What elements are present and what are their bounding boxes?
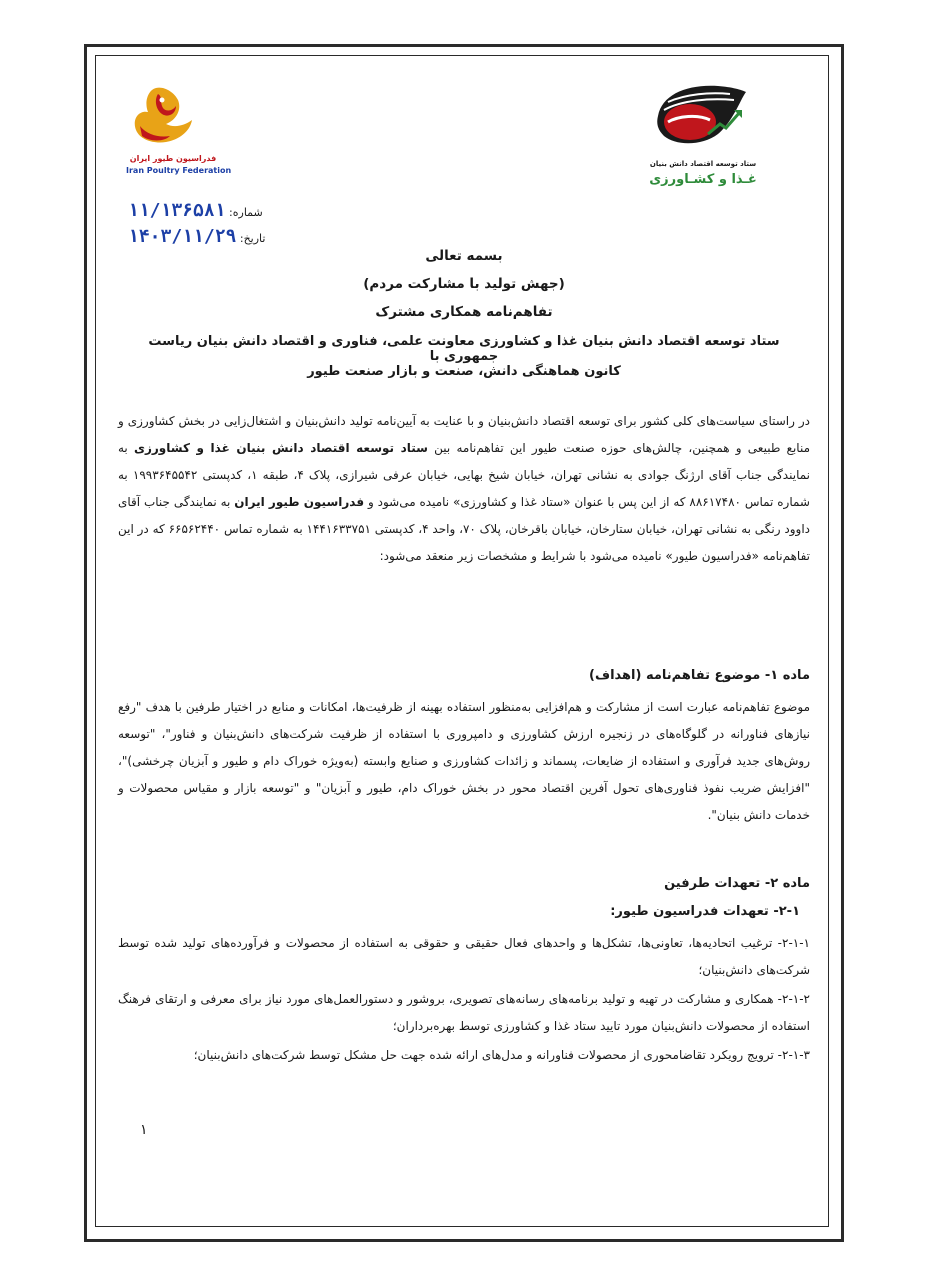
- intro-text-3: به نمایندگی جناب آقای داوود رنگی به نشانی تهران، خیابان ستارخان، خیابان باقرخان، پلاک ۷۰، واحد ۴، کدپستی ۱۴۴۱۶۳۳۷۵۱ به شماره تماس ۶۶۵۶۲۴۴۰ که در این تفاهم‌نامه «فدراسیون طیور» نامیده می‌شود با شرایط و مشخصات زیر منعقد می‌شود:: [118, 495, 810, 563]
- letter-number-row: [128, 200, 263, 221]
- right-logo-caption-big: غـذا و کشـاورزی: [649, 172, 757, 187]
- intro-party1-bold: ستاد توسعه اقتصاد دانش بنیان غذا و کشاورزی: [133, 441, 428, 455]
- date-label: تاریخ:: [239, 232, 266, 245]
- food-agriculture-headquarters-logo: [648, 76, 758, 196]
- leaf-seed-emblem-icon: [648, 76, 748, 154]
- article2-item-2: ۲-۱-۲- همکاری و مشارکت در تهیه و تولید برنامه‌های رسانه‌های تصویری، بروشور و دستورالعمل‌های مورد نیاز برای معرفی و ارتقای فرهنگ استفاده از محصولات دانش‌بنیان مورد تایید ستاد غذا و کشاورزی توسط بهره‌برداران؛: [118, 992, 810, 1033]
- left-logo-caption-fa: فدراسیون طیور ایران: [129, 154, 217, 163]
- intro-party2-bold: فدراسیون طیور ایران: [234, 495, 365, 509]
- intro-text-1: در راستای سیاست‌های کلی کشور برای توسعه اقتصاد دانش‌بنیان و با عنایت به آیین‌نامه تولید دانش‌بنیان و اشتغال‌زایی در بخش کشاورزی و منابع طبیعی و همچنین، چالش‌های حوزه صنعت طیور این تفاهم‌نامه بین: [118, 414, 810, 455]
- number-label: شماره:: [229, 206, 263, 219]
- intro-paragraph: [118, 408, 810, 570]
- rooster-emblem-icon: [118, 80, 228, 155]
- letter-date-row: [128, 226, 265, 247]
- left-logo-caption-en: Iran Poultry Federation: [126, 166, 232, 175]
- iran-poultry-federation-logo: [118, 80, 232, 180]
- document-type-title: تفاهم‌نامه همکاری مشترک: [375, 304, 553, 320]
- article2-item-1: ۲-۱-۱- ترغیب اتحادیه‌ها، تعاونی‌ها، تشکل‌ها و واحدهای فعال حقیقی و حقوقی به استفاده از محصولات و فرآورده‌های تولید شده توسط شرکت‌های دانش‌بنیان؛: [118, 936, 810, 977]
- article2-title: ماده ۲- تعهدات طرفین: [664, 876, 810, 891]
- article1-title: ماده ۱- موضوع تفاهم‌نامه (اهداف): [589, 668, 810, 683]
- right-logo-caption-small: ستاد توسعه اقتصاد دانش بنیان: [649, 160, 757, 168]
- basmala: بسمه تعالی: [425, 248, 503, 264]
- article2-subtitle: ۲-۱- تعهدات فدراسیون طیور:: [610, 904, 800, 919]
- slogan: (جهش تولید با مشارکت مردم): [363, 276, 565, 292]
- page-number: ۱: [140, 1122, 148, 1138]
- parties-title-line2: کانون هماهنگی دانش، صنعت و بازار صنعت طیور: [307, 364, 621, 379]
- letter-number-value: ۱۱/۱۳۶۵۸۱: [128, 200, 226, 221]
- article2-item-3: ۲-۱-۳- ترویج رویکرد تقاضامحوری از محصولات فناورانه و مدل‌های ارائه شده جهت حل مشکل توسط شرکت‌های دانش‌بنیان؛: [193, 1048, 810, 1062]
- parties-title-line1: ستاد توسعه اقتصاد دانش بنیان غذا و کشاورزی معاونت علمی، فناوری و اقتصاد دانش بنیان ریاست جمهوری با: [148, 334, 780, 364]
- letter-date-value: ۱۴۰۳/۱۱/۲۹: [128, 226, 237, 247]
- article1-body: موضوع تفاهم‌نامه عبارت است از مشارکت و هم‌افزایی به‌منظور استفاده بهینه از ظرفیت‌ها، امکانات و منابع در اختیار طرفین با هدف "رفع نیازهای فناورانه در گلوگاه‌های در زنجیره ارزش کشاورزی و دامپروری با استفاده از ظرفیت شرکت‌های دانش‌بنیان و فناور"، "توسعه روش‌های جدید فرآوری و استفاده از ضایعات، پسماند و زائدات کشاورزی و صنایع وابسته (به‌ویژه خوراک دام و طیور و آبزیان چرخشی)"، "افزایش ضریب نفوذ فناوری‌های تحول آفرین اقتصاد محور در بخش خوراک دام، طیور و آبزیان" و "توسعه بازار و مقیاس محصولات و خدمات دانش بنیان".: [118, 700, 810, 822]
- intro-text-2: به نمایندگی جناب آقای ارژنگ جوادی به نشانی تهران، خیابان شیخ بهایی، خیابان عرفی شیرازی، پلاک ۴، طبقه ۱، کدپستی ۱۹۹۳۶۴۵۵۴۲ به شماره تماس ۸۸۶۱۷۴۸۰ که از این پس با عنوان «ستاد غذا و کشاورزی» نامیده می‌شود و: [118, 441, 810, 509]
